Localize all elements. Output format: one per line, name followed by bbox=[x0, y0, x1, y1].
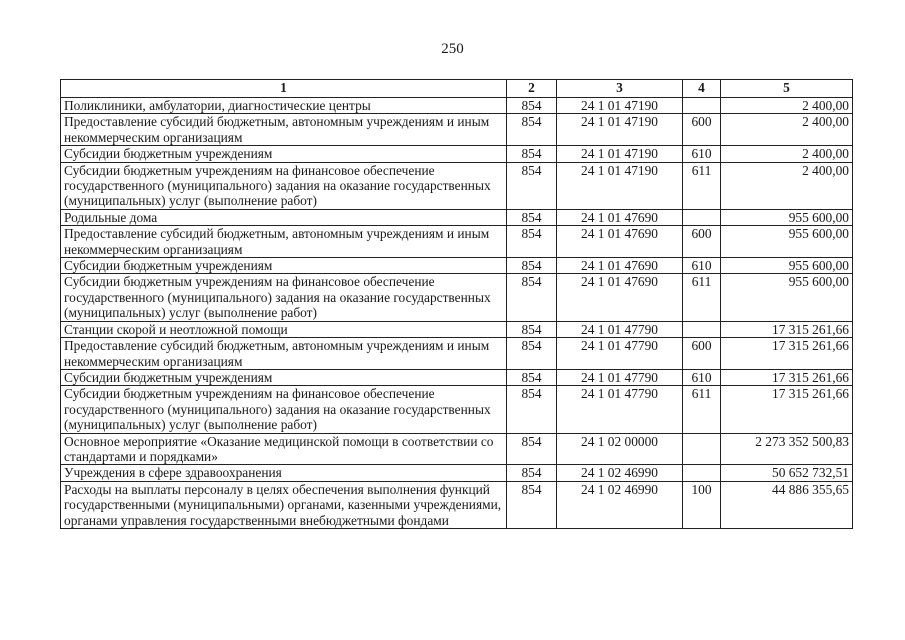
row-target-article-cell: 24 1 02 46990 bbox=[557, 481, 683, 528]
row-amount-cell: 17 315 261,66 bbox=[721, 386, 853, 433]
row-amount-cell: 2 400,00 bbox=[721, 98, 853, 114]
row-admin-code-cell: 854 bbox=[507, 465, 557, 481]
row-target-article-cell: 24 1 01 47790 bbox=[557, 386, 683, 433]
page-number: 250 bbox=[441, 41, 464, 57]
row-target-article-cell: 24 1 01 47690 bbox=[557, 274, 683, 321]
row-admin-code-cell: 854 bbox=[507, 226, 557, 258]
row-admin-code-cell: 854 bbox=[507, 162, 557, 209]
row-admin-code-cell: 854 bbox=[507, 321, 557, 337]
row-amount-cell: 44 886 355,65 bbox=[721, 481, 853, 528]
row-amount-cell: 2 400,00 bbox=[721, 162, 853, 209]
row-admin-code-cell: 854 bbox=[507, 369, 557, 385]
row-admin-code-cell: 854 bbox=[507, 338, 557, 370]
row-expense-type-cell bbox=[683, 98, 721, 114]
row-name-cell: Субсидии бюджетным учреждениям bbox=[61, 146, 507, 162]
row-expense-type-cell: 100 bbox=[683, 481, 721, 528]
row-target-article-cell: 24 1 01 47190 bbox=[557, 162, 683, 209]
row-name-cell: Предоставление субсидий бюджетным, автономным учреждениям и иным некоммерческим организациям bbox=[61, 114, 507, 146]
row-target-article-cell: 24 1 01 47790 bbox=[557, 369, 683, 385]
row-name-cell: Родильные дома bbox=[61, 209, 507, 225]
header-col-2: 2 bbox=[507, 80, 557, 98]
row-name-cell: Субсидии бюджетным учреждениям bbox=[61, 258, 507, 274]
table-row bbox=[61, 481, 853, 528]
row-admin-code-cell: 854 bbox=[507, 433, 557, 465]
row-name-cell: Расходы на выплаты персоналу в целях обеспечения выполнения функций государственными (муниципальными) органами, казенными учреждениями, органами управления государственными внебюджетными фондами bbox=[61, 481, 507, 528]
row-target-article-cell: 24 1 01 47690 bbox=[557, 258, 683, 274]
row-amount-cell: 955 600,00 bbox=[721, 226, 853, 258]
row-admin-code-cell: 854 bbox=[507, 146, 557, 162]
row-expense-type-cell: 611 bbox=[683, 274, 721, 321]
table-body bbox=[61, 98, 853, 529]
table-row bbox=[61, 98, 853, 114]
row-amount-cell: 17 315 261,66 bbox=[721, 321, 853, 337]
budget-table bbox=[60, 79, 853, 529]
row-admin-code-cell: 854 bbox=[507, 386, 557, 433]
table-row bbox=[61, 226, 853, 258]
row-expense-type-cell: 600 bbox=[683, 114, 721, 146]
header-col-4: 4 bbox=[683, 80, 721, 98]
row-name-cell: Станции скорой и неотложной помощи bbox=[61, 321, 507, 337]
row-expense-type-cell: 600 bbox=[683, 338, 721, 370]
row-name-cell: Субсидии бюджетным учреждениям на финансовое обеспечение государственного (муниципального) задания на оказание государственных (муниципальных) услуг (выполнение работ) bbox=[61, 274, 507, 321]
table-row bbox=[61, 465, 853, 481]
row-expense-type-cell bbox=[683, 321, 721, 337]
row-expense-type-cell: 610 bbox=[683, 258, 721, 274]
table-row bbox=[61, 162, 853, 209]
row-amount-cell: 955 600,00 bbox=[721, 209, 853, 225]
row-name-cell: Поликлиники, амбулатории, диагностические центры bbox=[61, 98, 507, 114]
row-expense-type-cell bbox=[683, 465, 721, 481]
row-amount-cell: 955 600,00 bbox=[721, 274, 853, 321]
row-target-article-cell: 24 1 01 47790 bbox=[557, 321, 683, 337]
row-target-article-cell: 24 1 01 47190 bbox=[557, 146, 683, 162]
row-amount-cell: 2 400,00 bbox=[721, 114, 853, 146]
table-row bbox=[61, 338, 853, 370]
table-row bbox=[61, 321, 853, 337]
row-target-article-cell: 24 1 01 47690 bbox=[557, 226, 683, 258]
row-amount-cell: 2 400,00 bbox=[721, 146, 853, 162]
row-expense-type-cell: 611 bbox=[683, 162, 721, 209]
row-name-cell: Предоставление субсидий бюджетным, автономным учреждениям и иным некоммерческим организациям bbox=[61, 338, 507, 370]
row-target-article-cell: 24 1 02 46990 bbox=[557, 465, 683, 481]
header-row bbox=[61, 80, 853, 98]
row-amount-cell: 50 652 732,51 bbox=[721, 465, 853, 481]
table-row bbox=[61, 209, 853, 225]
row-target-article-cell: 24 1 01 47190 bbox=[557, 98, 683, 114]
row-amount-cell: 2 273 352 500,83 bbox=[721, 433, 853, 465]
row-target-article-cell: 24 1 01 47790 bbox=[557, 338, 683, 370]
row-admin-code-cell: 854 bbox=[507, 209, 557, 225]
row-expense-type-cell bbox=[683, 433, 721, 465]
row-name-cell: Предоставление субсидий бюджетным, автономным учреждениям и иным некоммерческим организациям bbox=[61, 226, 507, 258]
header-col-1: 1 bbox=[61, 80, 507, 98]
row-target-article-cell: 24 1 02 00000 bbox=[557, 433, 683, 465]
row-name-cell: Субсидии бюджетным учреждениям на финансовое обеспечение государственного (муниципального) задания на оказание государственных (муниципальных) услуг (выполнение работ) bbox=[61, 162, 507, 209]
row-name-cell: Учреждения в сфере здравоохранения bbox=[61, 465, 507, 481]
row-expense-type-cell: 610 bbox=[683, 369, 721, 385]
header-col-3: 3 bbox=[557, 80, 683, 98]
row-admin-code-cell: 854 bbox=[507, 114, 557, 146]
table-row bbox=[61, 258, 853, 274]
row-admin-code-cell: 854 bbox=[507, 481, 557, 528]
row-name-cell: Субсидии бюджетным учреждениям на финансовое обеспечение государственного (муниципального) задания на оказание государственных (муниципальных) услуг (выполнение работ) bbox=[61, 386, 507, 433]
table-row bbox=[61, 274, 853, 321]
table-row bbox=[61, 114, 853, 146]
row-amount-cell: 17 315 261,66 bbox=[721, 338, 853, 370]
row-admin-code-cell: 854 bbox=[507, 98, 557, 114]
row-expense-type-cell: 600 bbox=[683, 226, 721, 258]
row-target-article-cell: 24 1 01 47690 bbox=[557, 209, 683, 225]
table-row bbox=[61, 369, 853, 385]
row-name-cell: Субсидии бюджетным учреждениям bbox=[61, 369, 507, 385]
table-row bbox=[61, 146, 853, 162]
row-amount-cell: 955 600,00 bbox=[721, 258, 853, 274]
row-expense-type-cell: 611 bbox=[683, 386, 721, 433]
row-expense-type-cell: 610 bbox=[683, 146, 721, 162]
table-row bbox=[61, 386, 853, 433]
row-expense-type-cell bbox=[683, 209, 721, 225]
row-admin-code-cell: 854 bbox=[507, 274, 557, 321]
header-col-5: 5 bbox=[721, 80, 853, 98]
row-target-article-cell: 24 1 01 47190 bbox=[557, 114, 683, 146]
row-admin-code-cell: 854 bbox=[507, 258, 557, 274]
table-row bbox=[61, 433, 853, 465]
row-amount-cell: 17 315 261,66 bbox=[721, 369, 853, 385]
row-name-cell: Основное мероприятие «Оказание медицинской помощи в соответствии со стандартами и порядками» bbox=[61, 433, 507, 465]
